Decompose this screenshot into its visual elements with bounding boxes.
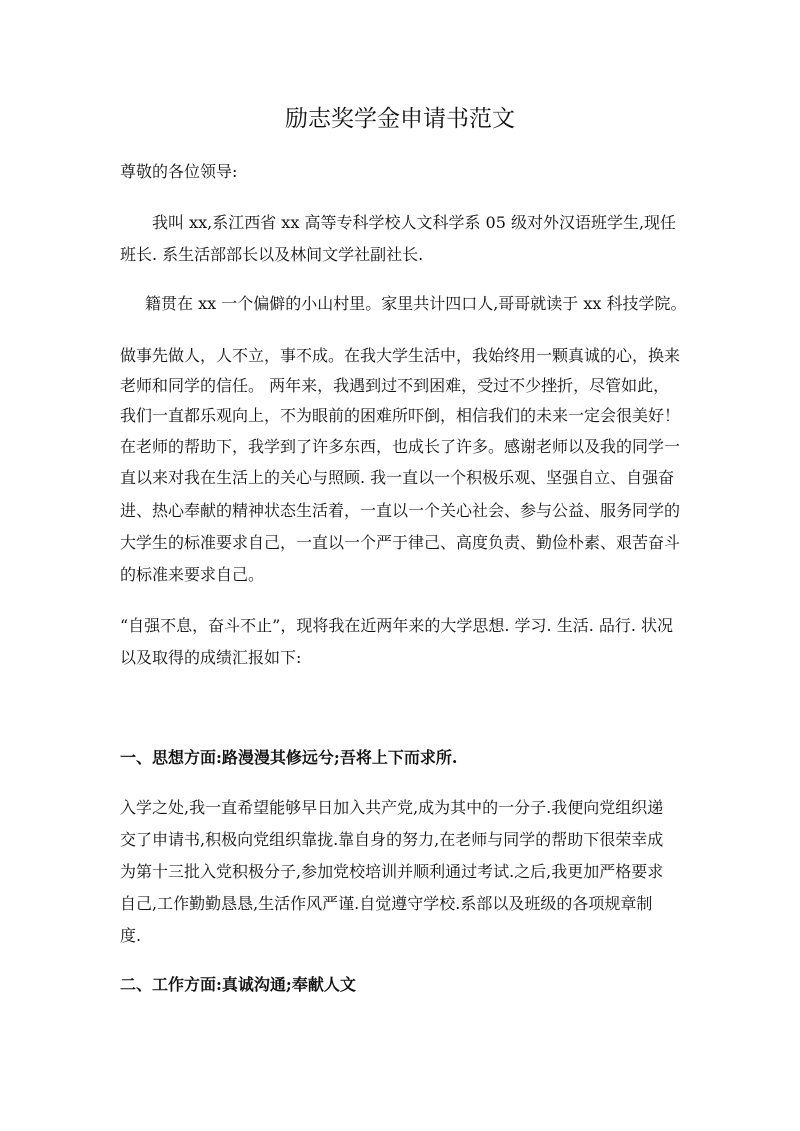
paragraph-line: 自己,工作勤勤恳恳,生活作风严谨.自觉遵守学校.系部以及班级的各项规章制 xyxy=(120,894,653,913)
section-heading: 一、思想方面:路漫漫其修远兮;吾将上下而求所. xyxy=(120,748,458,767)
paragraph-line: 我叫 xx,系江西省 xx 高等专科学校人文科学系 05 级对外汉语班学生,现任 xyxy=(152,213,677,232)
paragraph-line: 班长. 系生活部部长以及林间文学社副社长. xyxy=(120,245,424,264)
paragraph-line: 老师和同学的信任。 两年来，我遇到过不到困难，受过不少挫折，尽管如此， xyxy=(120,376,670,395)
paragraph-line: 大学生的标准要求自己，一直以一个严于律己、高度负责、勤俭朴素、艰苦奋斗 xyxy=(120,533,681,552)
document-title: 励志奖学金申请书范文 xyxy=(285,106,515,132)
paragraph-line: 度. xyxy=(120,926,142,945)
paragraph-line: 直以来对我在生活上的关心与照顾. 我一直以一个积极乐观、坚强自立、自强奋 xyxy=(120,468,675,487)
section-heading: 二、工作方面:真诚沟通;奉献人文 xyxy=(120,975,356,994)
paragraph-line: 交了申请书,积极向党组织靠拢.靠自身的努力,在老师与同学的帮助下很荣幸成 xyxy=(120,830,664,849)
paragraph-line: 为第十三批入党积极分子,参加党校培训并顺利通过考试.之后,我更加严格要求 xyxy=(120,862,664,881)
paragraph-line: 入学之处,我一直希望能够早日加入共产党,成为其中的一分子.我便向党组织递 xyxy=(120,798,664,817)
paragraph-line: 在老师的帮助下，我学到了许多东西，也成长了许多。感谢老师以及我的同学一 xyxy=(120,437,681,456)
paragraph-line: 进、热心奉献的精神状态生活着，一直以一个关心社会、参与公益、服务同学的 xyxy=(120,501,681,520)
paragraph-line: 做事先做人，人不立，事不成。在我大学生活中，我始终用一颗真诚的心，换来 xyxy=(120,346,681,365)
salutation: 尊敬的各位领导: xyxy=(120,162,238,181)
paragraph-line: 我们一直都乐观向上，不为眼前的困难所吓倒，相信我们的未来一定会很美好！ xyxy=(120,406,681,425)
paragraph-line: 的标准来要求自己。 xyxy=(120,565,265,584)
paragraph-line: “自强不息，奋斗不止”，现将我在近两年来的大学思想. 学习. 生活. 品行. 状况 xyxy=(120,616,674,635)
paragraph-line: 以及取得的成绩汇报如下: xyxy=(120,648,302,667)
paragraph-line: 籍贯在 xx 一个偏僻的小山村里。家里共计四口人,哥哥就读于 xx 科技学院。 xyxy=(145,294,687,313)
